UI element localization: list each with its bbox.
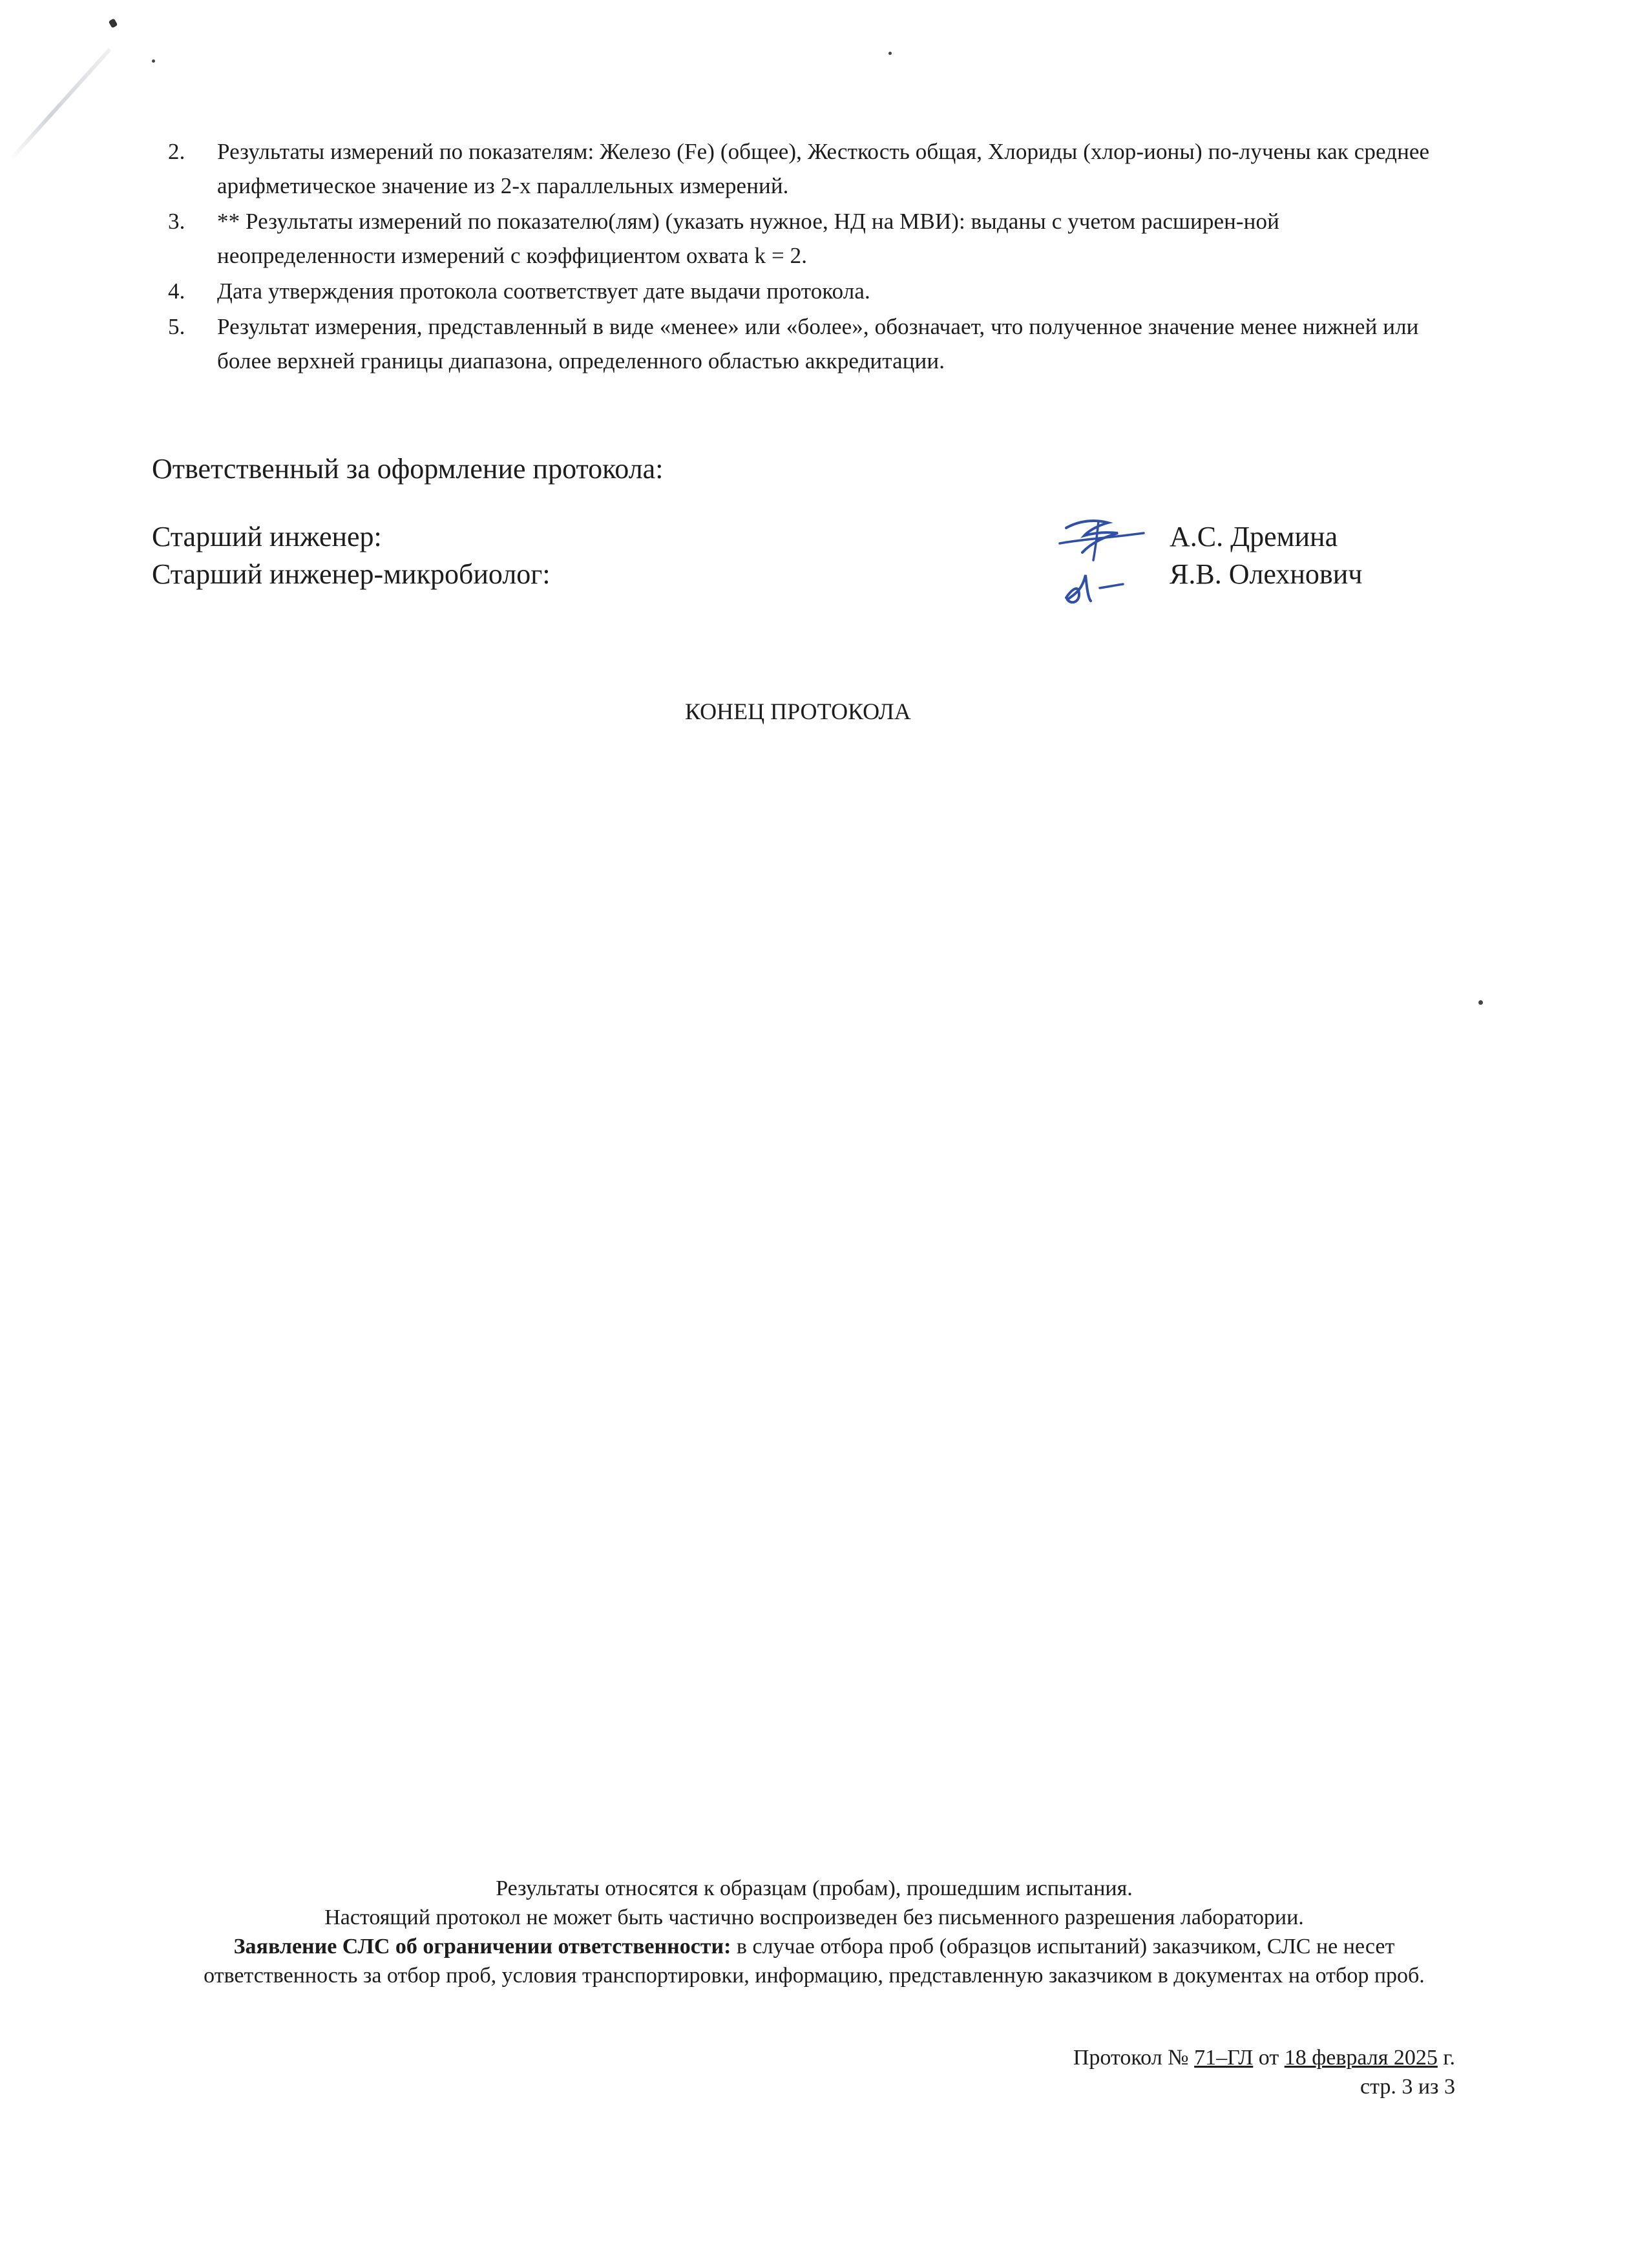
protocol-number-line — [1073, 2043, 1455, 2072]
scan-speck — [888, 52, 892, 55]
signatory-name: Я.В. Олехнович — [1170, 558, 1363, 590]
disclaimer-line: Результаты относятся к образцам (пробам), прошедшим испытания. — [496, 1876, 1133, 1900]
scan-speck — [1478, 1000, 1483, 1005]
signatory-role: Старший инженер: — [152, 521, 382, 552]
page-number: стр. 3 из 3 — [1360, 2075, 1455, 2099]
note-item — [162, 204, 1460, 273]
disclaimer-block — [155, 1874, 1473, 1990]
note-text: Результат измерения, представленный в виде «менее» или «более», обозначает, что полученное значение менее нижней или более верхней границы диапазона, определенного областью аккредитации. — [217, 314, 1419, 373]
liability-statement-text: в случае отбора проб (образцов испытаний) заказчиком, СЛС не несет ответственность за отбор проб, условия транспортировки, информацию, представленную заказчиком в документах на отбор проб. — [204, 1935, 1425, 1988]
signatory-name: А.С. Дремина — [1170, 521, 1338, 552]
responsible-heading: Ответственный за оформление протокола: — [152, 453, 664, 485]
protocol-suffix: г. — [1437, 2046, 1455, 2070]
end-of-protocol: КОНЕЦ ПРОТОКОЛА — [685, 698, 911, 724]
protocol-middle: от — [1253, 2046, 1285, 2070]
note-number: 5. — [168, 314, 185, 339]
scan-streak — [9, 48, 111, 161]
protocol-date: 18 февраля 2025 — [1284, 2046, 1438, 2070]
disclaimer-line: Настоящий протокол не может быть частично воспроизведен без письменного разрешения лаборатории. — [324, 1906, 1304, 1929]
scan-speck — [109, 18, 118, 28]
signature-dremina — [1053, 514, 1150, 565]
note-item — [162, 274, 1460, 308]
note-item — [162, 134, 1460, 203]
protocol-number: 71–ГЛ — [1194, 2046, 1254, 2070]
protocol-prefix: Протокол № — [1073, 2046, 1195, 2070]
protocol-reference — [1073, 2043, 1455, 2101]
scan-speck — [152, 59, 155, 63]
note-text: Дата утверждения протокола соответствует дате выдачи протокола. — [217, 278, 870, 304]
note-text: Результаты измерений по показателям: Железо (Fe) (общее), Жесткость общая, Хлориды (хлор-ионы) по-лучены как среднее арифметическое значение из 2-х параллельных измерений. — [217, 139, 1430, 198]
note-number: 4. — [168, 278, 185, 304]
note-number: 3. — [168, 209, 185, 234]
note-text: ** Результаты измерений по показателю(лям) (указать нужное, НД на МВИ): выданы с учетом расширен-ной неопределенности измерений с коэффициентом охвата k = 2. — [217, 209, 1279, 268]
notes-list — [162, 134, 1460, 379]
signatory-role: Старший инженер-микробиолог: — [152, 558, 551, 590]
signature-olekhnovich — [1060, 562, 1131, 611]
liability-statement-label: Заявление СЛС об ограничении ответственности: — [233, 1935, 731, 1958]
note-item — [162, 310, 1460, 378]
note-number: 2. — [168, 139, 185, 164]
liability-statement — [155, 1932, 1473, 1990]
